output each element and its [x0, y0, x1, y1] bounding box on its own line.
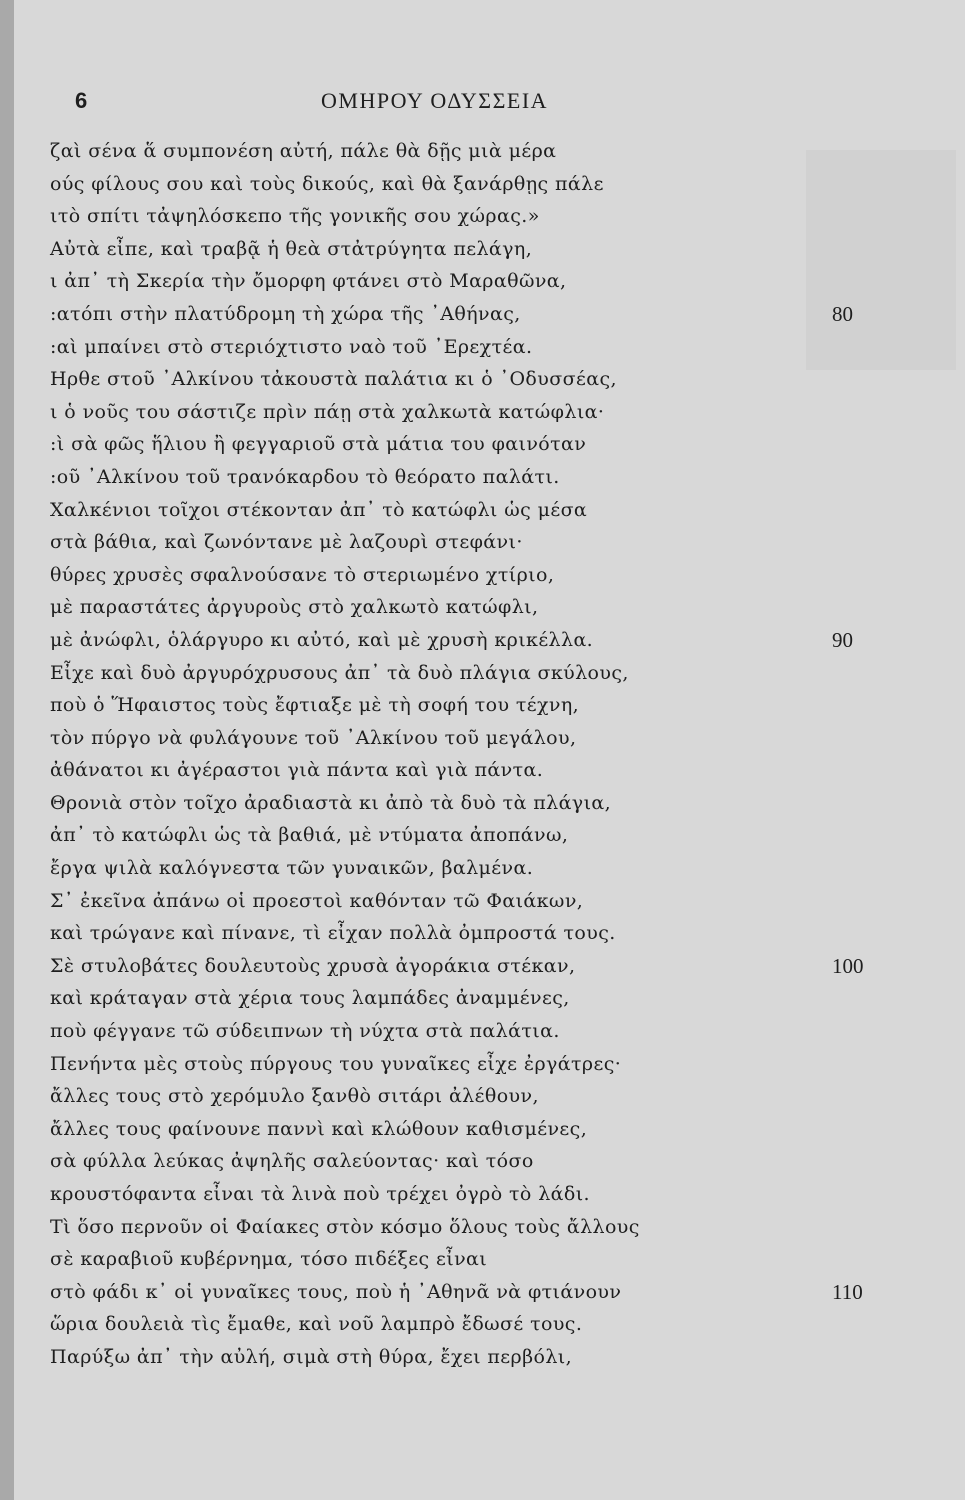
verse-text: στὰ βάθια, καὶ ζωνόντανε μὲ λαζουρὶ στεφάνι· [50, 531, 523, 554]
verse-text: ούς φίλους σου καὶ τοὺς δικούς, καὶ θὰ ξανάρθῃς πάλε [50, 172, 604, 195]
verse-text: ἀπ᾿ τὸ κατώφλι ὡς τὰ βαθιά, μὲ ντύματα ἀποπάνω, [50, 824, 569, 847]
verse-text: Χαλκένιοι τοῖχοι στέκονταν ἀπ᾿ τὸ κατώφλι ὡς μέσα [50, 498, 588, 521]
verse-line [14, 1276, 965, 1309]
book-page [14, 0, 965, 1500]
verse-line [14, 559, 965, 592]
verse-line [14, 1243, 965, 1276]
verse-line [14, 1211, 965, 1244]
verse-text: Αὐτὰ εἶπε, καὶ τραβᾷ ἡ θεὰ στἀτρύγητα πελάγη, [50, 237, 533, 260]
verse-line [14, 233, 965, 266]
verse-line [14, 461, 965, 494]
page-number: 6 [75, 88, 88, 113]
verse-text: ἔργα ψιλὰ καλόγνεστα τῶν γυναικῶν, βαλμένα. [50, 857, 534, 880]
verse-text: ιτὸ σπίτι τἀψηλόσκεπο τῆς γονικῆς σου χώρας.» [50, 205, 540, 228]
verse-line [14, 135, 965, 168]
verse-line [14, 1308, 965, 1341]
verse-line [14, 396, 965, 429]
verse-line [14, 1080, 965, 1113]
verse-text: Τὶ ὅσο περνοῦν οἱ Φαίακες στὸν κόσμο ὅλους τοὺς ἄλλους [50, 1215, 640, 1238]
verse-text: ὥρια δουλειὰ τὶς ἔμαθε, καὶ νοῦ λαμπρὸ ἔδωσέ τους. [50, 1313, 583, 1336]
running-title: ΟΜΗΡΟΥ ΟΔΥΣΣΕΙΑ [321, 88, 549, 113]
verse-line [14, 591, 965, 624]
verse-text: ι ἀπ᾿ τὴ Σκερία τὴν ὄμορφη φτάνει στὸ Μαραθῶνα, [50, 270, 567, 293]
verse-text: σὰ φύλλα λεύκας ἀψηλῆς σαλεύοντας· καὶ τόσο [50, 1150, 534, 1173]
verse-text: Ηρθε στοῦ ᾿Αλκίνου τἀκουστὰ παλάτια κι ὁ ᾿Οδυσσέας, [50, 368, 617, 391]
verse-line [14, 428, 965, 461]
verse-line [14, 1341, 965, 1374]
verse-line [14, 657, 965, 690]
verse-line [14, 852, 965, 885]
verse-line [14, 1145, 965, 1178]
verse-text: μὲ ἀνώφλι, ὁλάργυρο κι αὐτό, καὶ μὲ χρυσὴ κρικέλλα. [50, 628, 594, 651]
verse-line [14, 917, 965, 950]
verse-line [14, 885, 965, 918]
verse-line [14, 722, 965, 755]
verse-text: :ατόπι στὴν πλατύδρομη τὴ χώρα τῆς ᾿Αθήνας, [50, 302, 521, 325]
verse-text: :οῦ ᾿Αλκίνου τοῦ τρανόκαρδου τὸ θεόρατο παλάτι. [50, 465, 560, 488]
verse-line [14, 494, 965, 527]
verse-text: θύρες χρυσὲς σφαλνούσανε τὸ στεριωμένο χτίριο, [50, 563, 555, 586]
verse-text: Σ᾿ ἐκεῖνα ἀπάνω οἱ προεστοὶ καθόνταν τῶ Φαιάκων, [50, 889, 584, 912]
page-header [14, 88, 965, 122]
line-number: 100 [832, 953, 864, 978]
verse-text: :ὶ σὰ φῶς ἥλιου ἢ φεγγαριοῦ στὰ μάτια του φαινόταν [50, 433, 587, 456]
verse-line [14, 265, 965, 298]
verse-line [14, 1015, 965, 1048]
verse-line [14, 200, 965, 233]
binding-edge [0, 0, 15, 1500]
poem-text [14, 135, 965, 1374]
verse-line [14, 754, 965, 787]
verse-text: Θρονιὰ στὸν τοῖχο ἀραδιαστὰ κι ἀπὸ τὰ δυὸ τὰ πλάγια, [50, 791, 612, 814]
verse-line [14, 689, 965, 722]
verse-text: Εἶχε καὶ δυὸ ἀργυρόχρυσους ἀπ᾿ τὰ δυὸ πλάγια σκύλους, [50, 661, 629, 684]
line-number: 90 [832, 627, 853, 652]
verse-text: κρουστόφαντα εἶναι τὰ λινὰ ποὺ τρέχει ὀγρὸ τὸ λάδι. [50, 1183, 590, 1205]
verse-text: καὶ τρώγανε καὶ πίνανε, τὶ εἶχαν πολλὰ ὀμπροστά τους. [50, 922, 616, 945]
verse-text: Πενήντα μὲς στοὺς πύργους του γυναῖκες εἶχε ἐργάτρες· [50, 1052, 622, 1075]
verse-line [14, 950, 965, 983]
verse-text: ι ὁ νοῦς του σάστιζε πρὶν πάῃ στὰ χαλκωτὰ κατώφλια· [50, 400, 605, 423]
verse-text: ζαὶ σένα ἅ συμπονέση αὐτή, πάλε θὰ δῇς μιὰ μέρα [50, 140, 557, 162]
verse-text: ἄλλες τους στὸ χερόμυλο ξανθὸ σιτάρι ἀλέθουν, [50, 1085, 539, 1108]
verse-text: σὲ καραβιοῦ κυβέρνημα, τόσο πιδέξες εἶναι [50, 1248, 488, 1271]
verse-text: Παρύξω ἀπ᾿ τὴν αὐλή, σιμὰ στὴ θύρα, ἔχει περβόλι, [50, 1345, 573, 1368]
verse-text: καὶ κράταγαν στὰ χέρια τους λαμπάδες ἀναμμένες, [50, 987, 570, 1010]
verse-text: :αὶ μπαίνει στὸ στεριόχτιστο ναὸ τοῦ ᾿Ερεχτέα. [50, 335, 533, 358]
verse-text: ποὺ φέγγανε τῶ σύδειπνων τὴ νύχτα στὰ παλάτια. [50, 1020, 560, 1043]
line-number: 80 [832, 301, 853, 326]
verse-text: ἄλλες τους φαίνουνε παννὶ καὶ κλώθουν καθισμένες, [50, 1117, 588, 1140]
verse-line [14, 1178, 965, 1211]
verse-text: μὲ παραστάτες ἀργυροὺς στὸ χαλκωτὸ κατώφλι, [50, 596, 539, 619]
verse-line [14, 819, 965, 852]
verse-text: Σὲ στυλοβάτες δουλευτοὺς χρυσὰ ἀγοράκια στέκαν, [50, 954, 576, 977]
verse-line [14, 526, 965, 559]
verse-line [14, 787, 965, 820]
verse-line [14, 982, 965, 1015]
verse-line [14, 298, 965, 331]
verse-line [14, 1048, 965, 1081]
verse-text: τὸν πύργο νὰ φυλάγουνε τοῦ ᾿Αλκίνου τοῦ μεγάλου, [50, 726, 577, 749]
verse-line [14, 1113, 965, 1146]
verse-text: ποὺ ὁ Ἥφαιστος τοὺς ἔφτιαξε μὲ τὴ σοφή του τέχνη, [50, 694, 580, 717]
verse-text: στὸ φάδι κ᾿ οἱ γυναῖκες τους, ποὺ ἡ ᾿Αθηνᾶ νὰ φτιάνουν [50, 1280, 622, 1303]
verse-text: ἀθάνατοι κι ἀγέραστοι γιὰ πάντα καὶ γιὰ πάντα. [50, 759, 544, 782]
verse-line [14, 331, 965, 364]
verse-line [14, 168, 965, 201]
verse-line [14, 363, 965, 396]
verse-line [14, 624, 965, 657]
line-number: 110 [832, 1279, 863, 1304]
